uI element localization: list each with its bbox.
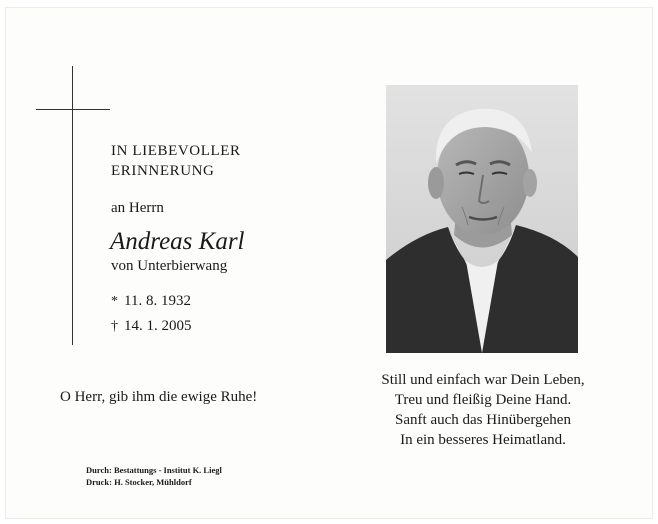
salutation: an Herrn: [111, 200, 164, 216]
cross-icon-vertical: [72, 66, 73, 345]
printer-line-2: Druck: H. Stocker, Mühldorf: [86, 477, 192, 487]
printer-credits: [86, 464, 222, 488]
printer-line-1: Durch: Bestattungs - Institut K. Liegl: [86, 465, 222, 475]
death-line: [111, 318, 192, 335]
memorial-heading: [111, 141, 241, 181]
poem-line-3: Sanft auch das Hinübergehen: [395, 412, 571, 428]
birth-line: [111, 293, 191, 310]
cross-icon-horizontal: [36, 109, 110, 110]
birth-date: 11. 8. 1932: [124, 293, 191, 309]
birth-symbol: *: [111, 294, 118, 309]
poem-line-2: Treu und fleißig Deine Hand.: [394, 392, 572, 408]
heading-line-2: ERINNERUNG: [111, 163, 215, 179]
portrait-photo: [386, 85, 578, 353]
origin-place: von Unterbierwang: [111, 258, 228, 274]
death-date: 14. 1. 2005: [124, 318, 192, 334]
heading-line-1: IN LIEBEVOLLER: [111, 143, 241, 159]
poem-line-1: Still und einfach war Dein Leben,: [381, 372, 585, 388]
death-symbol: †: [111, 319, 118, 334]
poem-line-4: In ein besseres Heimatland.: [400, 432, 566, 448]
poem: [376, 370, 590, 450]
deceased-name: Andreas Karl: [110, 228, 245, 255]
prayer-text: O Herr, gib ihm die ewige Ruhe!: [60, 389, 258, 405]
portrait-icon: [386, 85, 578, 353]
